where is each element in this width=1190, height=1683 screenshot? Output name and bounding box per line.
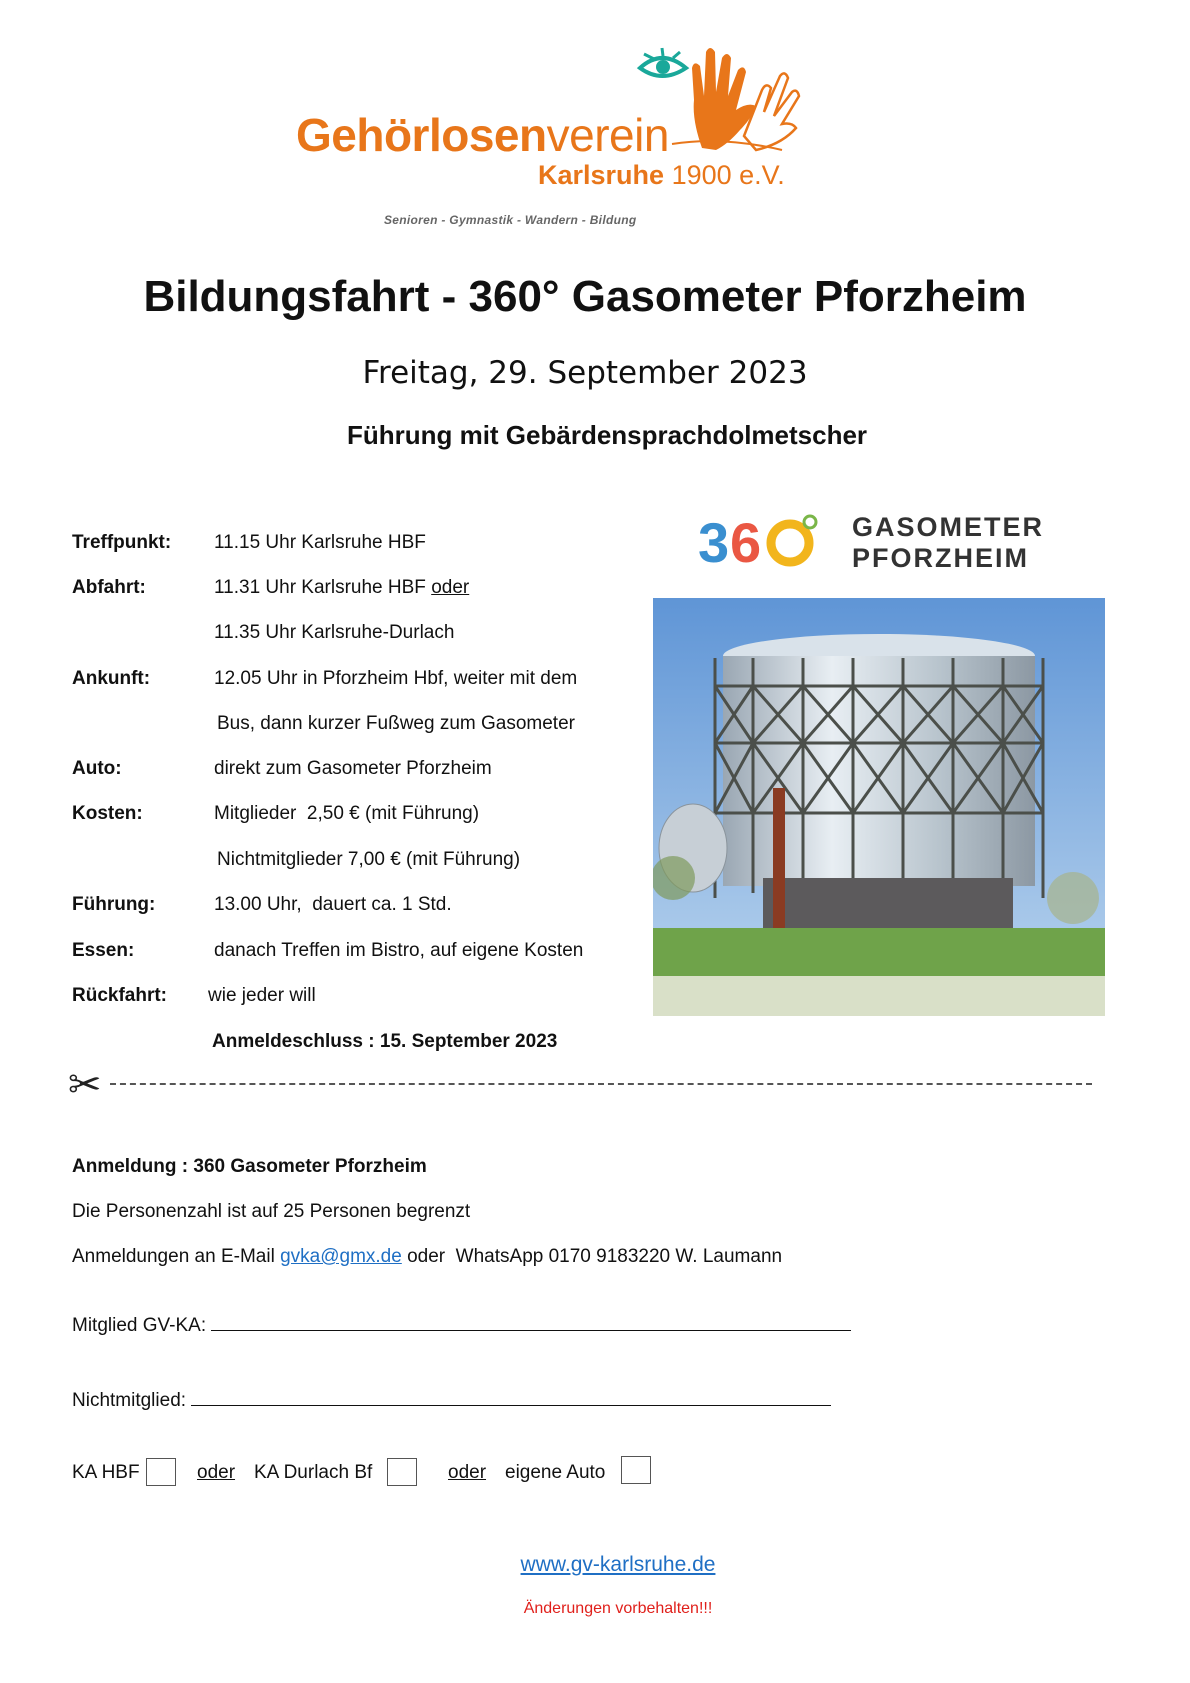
rueckfahrt-label: Rückfahrt: xyxy=(72,985,168,1006)
nonmember-name-field[interactable] xyxy=(191,1387,831,1406)
member-label: Mitglied GV-KA: xyxy=(72,1315,207,1336)
website-link-row xyxy=(0,1553,1190,1577)
ankunft-label: Ankunft: xyxy=(72,668,151,689)
registration-deadline: Anmeldeschluss : 15. September 2023 xyxy=(212,1031,558,1052)
gasometer-logo-line1: GASOMETER xyxy=(852,512,1045,542)
option2-label: KA Durlach Bf xyxy=(254,1462,373,1483)
own-car-checkbox[interactable] xyxy=(621,1456,651,1484)
registration-limit: Die Personenzahl ist auf 25 Personen begrenzt xyxy=(72,1201,471,1222)
fuehrung-value: 13.00 Uhr, dauert ca. 1 Std. xyxy=(214,894,452,915)
kosten-label: Kosten: xyxy=(72,803,143,824)
treffpunkt-value: 11.15 Uhr Karlsruhe HBF xyxy=(214,532,426,553)
club-city xyxy=(538,160,785,191)
option3-label: eigene Auto xyxy=(505,1462,606,1483)
contact-suffix: oder WhatsApp 0170 9183220 W. Laumann xyxy=(401,1246,783,1267)
ankunft-value-2: Bus, dann kurzer Fußweg zum Gasometer xyxy=(217,713,575,734)
ka-hbf-checkbox[interactable] xyxy=(146,1458,176,1486)
event-subtitle: Führung mit Gebärdensprachdolmetscher xyxy=(346,420,868,450)
essen-value: danach Treffen im Bistro, auf eigene Kosten xyxy=(214,940,584,961)
kosten-nonmembers: Nichtmitglieder 7,00 € (mit Führung) xyxy=(217,849,521,870)
or-separator-2: oder xyxy=(448,1462,487,1483)
gasometer-360-logo-icon xyxy=(698,512,828,572)
email-link[interactable]: gvka@gmx.de xyxy=(280,1246,402,1267)
registration-contact xyxy=(72,1246,782,1268)
nonmember-label: Nichtmitglied: xyxy=(72,1390,187,1411)
scissors-icon: ✂ xyxy=(68,1063,102,1107)
changes-note: Änderungen vorbehalten!!! xyxy=(523,1600,713,1617)
page-title: Bildungsfahrt - 360° Gasometer Pforzheim xyxy=(143,272,1027,321)
abfahrt-value-1 xyxy=(214,577,469,599)
fuehrung-label: Führung: xyxy=(72,894,156,915)
svg-text:6: 6 xyxy=(730,512,762,572)
rueckfahrt-value: wie jeder will xyxy=(208,985,316,1006)
club-tagline: Senioren - Gymnastik - Wandern - Bildung xyxy=(384,213,637,227)
auto-value: direkt zum Gasometer Pforzheim xyxy=(214,758,492,779)
treffpunkt-label: Treffpunkt: xyxy=(72,532,172,553)
member-field-row xyxy=(72,1312,851,1337)
essen-label: Essen: xyxy=(72,940,135,961)
gasometer-logo-line2: PFORZHEIM xyxy=(852,543,1029,573)
ka-durlach-checkbox[interactable] xyxy=(387,1458,417,1486)
club-name-part2: verein xyxy=(546,109,669,161)
abfahrt-value-1-text: 11.31 Uhr Karlsruhe HBF xyxy=(214,577,426,598)
registration-heading: Anmeldung : 360 Gasometer Pforzheim xyxy=(72,1156,427,1177)
nonmember-field-row xyxy=(72,1387,831,1412)
website-link[interactable]: www.gv-karlsruhe.de xyxy=(520,1553,716,1576)
club-city-name: Karlsruhe xyxy=(538,160,665,190)
auto-label: Auto: xyxy=(72,758,122,779)
club-name xyxy=(296,108,669,162)
gasometer-logo-text xyxy=(852,512,1044,574)
or-separator-1: oder xyxy=(197,1462,236,1483)
kosten-members: Mitglieder 2,50 € (mit Führung) xyxy=(214,803,480,824)
event-date: Freitag, 29. September 2023 xyxy=(362,355,808,391)
contact-prefix: Anmeldungen an E-Mail xyxy=(72,1246,275,1267)
gasometer-photo xyxy=(653,598,1105,1016)
ankunft-value-1: 12.05 Uhr in Pforzheim Hbf, weiter mit dem xyxy=(214,668,578,689)
option1-label: KA HBF xyxy=(72,1462,140,1483)
member-name-field[interactable] xyxy=(211,1312,851,1331)
abfahrt-value-2: 11.35 Uhr Karlsruhe-Durlach xyxy=(214,622,455,643)
abfahrt-oder: oder xyxy=(431,577,470,598)
abfahrt-label: Abfahrt: xyxy=(72,577,146,598)
cut-line-divider xyxy=(110,1083,1092,1085)
svg-text:3: 3 xyxy=(698,512,730,572)
club-name-part1: Gehörlosen xyxy=(296,109,547,161)
club-year: 1900 e.V. xyxy=(671,160,785,190)
